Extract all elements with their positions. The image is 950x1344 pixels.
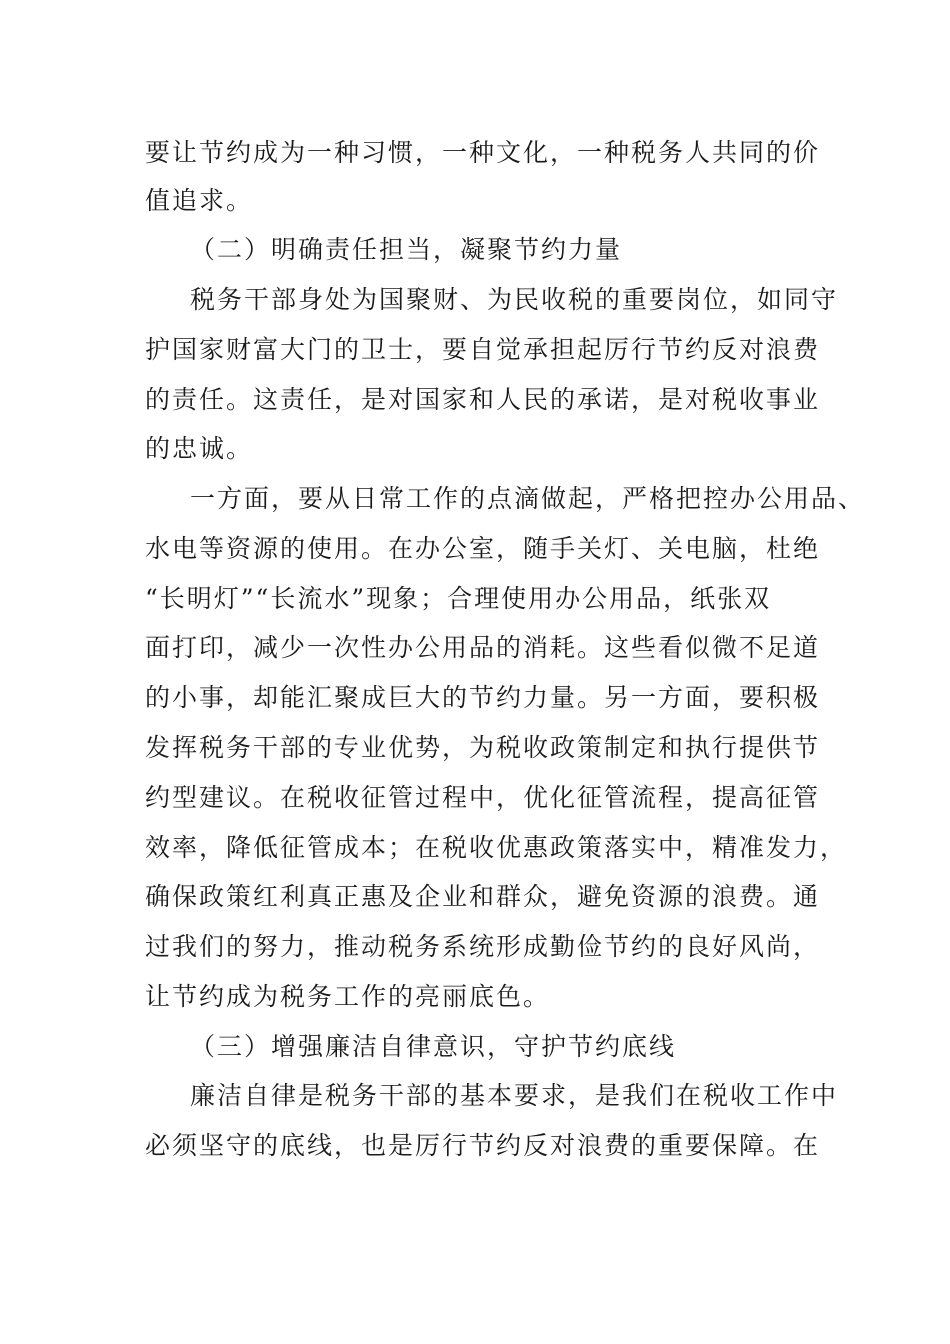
body-text-line: 的责任。这责任，是对国家和人民的承诺，是对税收事业 [145, 385, 821, 414]
body-text-line: 面打印，减少一次性办公用品的消耗。这些看似微不足道 [145, 633, 821, 662]
body-text-line: 要让节约成为一种习惯，一种文化，一种税务人共同的价 [145, 138, 821, 167]
body-text-line: 确保政策红利真正惠及企业和群众，避免资源的浪费。通 [145, 882, 821, 911]
body-text-line: 过我们的努力，推动税务系统形成勤俭节约的良好风尚， [145, 932, 821, 961]
body-text-line: 效率，降低征管成本；在税收优惠政策落实中，精准发力， [145, 833, 848, 862]
body-text-line: 必须坚守的底线，也是厉行节约反对浪费的重要保障。在 [145, 1131, 821, 1160]
body-text-line: 的忠诚。 [145, 434, 254, 463]
body-text-line: 约型建议。在税收征管过程中，优化征管流程，提高征管 [145, 783, 821, 812]
body-text-line: 廉洁自律是税务干部的基本要求，是我们在税收工作中 [190, 1081, 839, 1110]
body-text-line: 的小事，却能汇聚成巨大的节约力量。另一方面，要积极 [145, 683, 821, 712]
body-text-line: 水电等资源的使用。在办公室，随手关灯、关电脑，杜绝 [145, 534, 821, 563]
body-text-line: 护国家财富大门的卫士，要自觉承担起厉行节约反对浪费 [145, 335, 821, 364]
body-text-line: “长明灯”“长流水”现象；合理使用办公用品，纸张双 [145, 584, 772, 613]
body-text-line: 值追求。 [145, 186, 254, 215]
body-text-line: 税务干部身处为国聚财、为民收税的重要岗位，如同守 [190, 285, 839, 314]
section-heading-2: （二）明确责任担当，凝聚节约力量 [190, 235, 623, 264]
body-text-line: 一方面，要从日常工作的点滴做起，严格把控办公用品、 [190, 484, 866, 513]
section-heading-3: （三）增强廉洁自律意识，守护节约底线 [190, 1032, 677, 1061]
body-text-line: 让节约成为税务工作的亮丽底色。 [145, 982, 551, 1011]
body-text-line: 发挥税务干部的专业优势，为税收政策制定和执行提供节 [145, 733, 821, 762]
